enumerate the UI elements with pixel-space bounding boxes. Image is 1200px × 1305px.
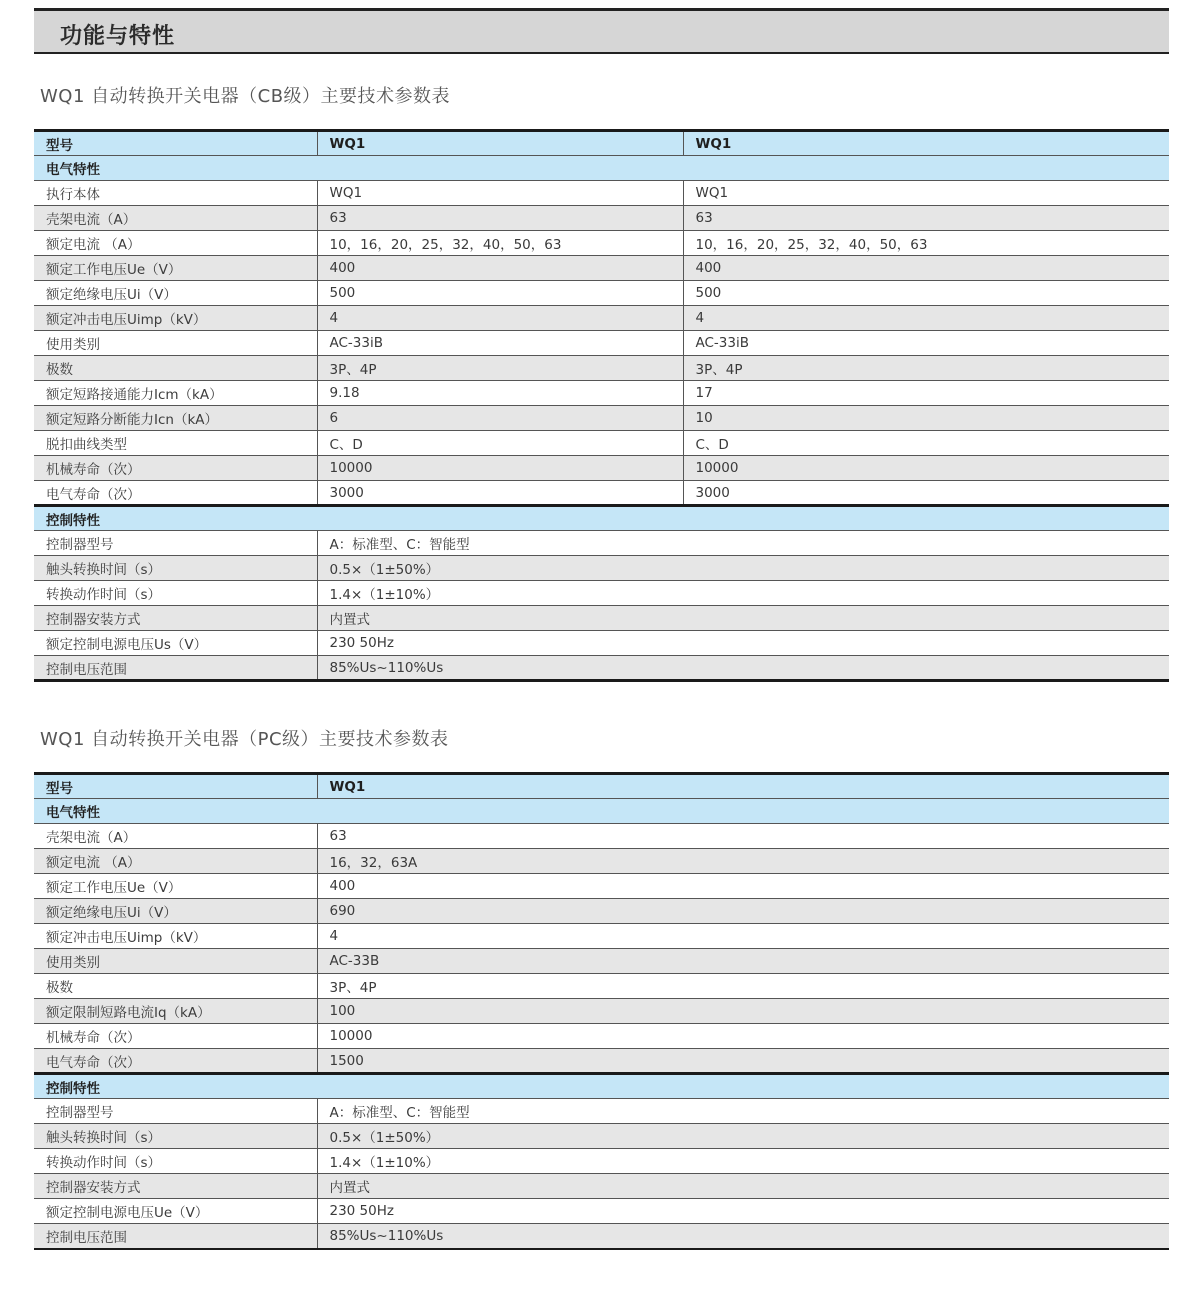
row-label: 额定控制电源电压Ue（V）: [34, 1199, 317, 1224]
table-header-cell: WQ1: [317, 131, 683, 156]
row-value: 3000: [317, 481, 683, 506]
row-label: 极数: [34, 356, 317, 381]
row-label: 控制器安装方式: [34, 606, 317, 631]
row-label: 额定短路接通能力Icm（kA）: [34, 381, 317, 406]
row-label: 转换动作时间（s）: [34, 581, 317, 606]
row-value: 85%Us~110%Us: [317, 656, 1169, 681]
row-label: 控制器型号: [34, 1099, 317, 1124]
row-label: 控制电压范围: [34, 1224, 317, 1249]
row-label: 控制器安装方式: [34, 1174, 317, 1199]
row-value: WQ1: [317, 181, 683, 206]
row-value: C、D: [683, 431, 1169, 456]
cb-table-caption: WQ1 自动转换开关电器（CB级）主要技术参数表: [40, 86, 451, 107]
table-header-row: [34, 774, 1169, 799]
row-label: 电气寿命（次）: [34, 481, 317, 506]
table-row: [34, 381, 1169, 406]
table-row: [34, 431, 1169, 456]
table-row: [34, 974, 1169, 999]
table-header-cell: 型号: [34, 131, 317, 156]
table-row: [34, 606, 1169, 631]
table-row: [34, 256, 1169, 281]
row-value: 内置式: [317, 606, 1169, 631]
table-header-row: [34, 131, 1169, 156]
row-label: 额定冲击电压Uimp（kV）: [34, 306, 317, 331]
row-label: 额定电流 （A）: [34, 849, 317, 874]
table-row: [34, 1099, 1169, 1124]
row-label: 触头转换时间（s）: [34, 556, 317, 581]
table-row: [34, 456, 1169, 481]
row-label: 使用类别: [34, 331, 317, 356]
table-row: [34, 356, 1169, 381]
table-row: [34, 1199, 1169, 1224]
table-row: [34, 181, 1169, 206]
row-value: 4: [317, 924, 1169, 949]
table-row: [34, 999, 1169, 1024]
row-label: 转换动作时间（s）: [34, 1149, 317, 1174]
row-label: 额定冲击电压Uimp（kV）: [34, 924, 317, 949]
row-value: 400: [683, 256, 1169, 281]
table-row: [34, 231, 1169, 256]
row-value: 4: [683, 306, 1169, 331]
row-value: 16，32，63A: [317, 849, 1169, 874]
row-value: 10000: [317, 456, 683, 481]
row-value: 9.18: [317, 381, 683, 406]
row-value: 0.5×（1±50%）: [317, 556, 1169, 581]
row-value: 690: [317, 899, 1169, 924]
table-row: [34, 206, 1169, 231]
group-label: 控制特性: [34, 506, 1169, 531]
row-label: 额定限制短路电流Iq（kA）: [34, 999, 317, 1024]
table-row: [34, 481, 1169, 506]
row-label: 电气寿命（次）: [34, 1049, 317, 1074]
row-label: 额定短路分断能力Icn（kA）: [34, 406, 317, 431]
table-row: [34, 1049, 1169, 1074]
table-row: [34, 1224, 1169, 1249]
row-label: 机械寿命（次）: [34, 1024, 317, 1049]
row-value: 63: [317, 206, 683, 231]
row-value: A：标准型、C：智能型: [317, 1099, 1169, 1124]
row-label: 额定工作电压Ue（V）: [34, 874, 317, 899]
row-value: 10: [683, 406, 1169, 431]
table-header-cell: 型号: [34, 774, 317, 799]
row-value: 500: [317, 281, 683, 306]
pc-table-caption: WQ1 自动转换开关电器（PC级）主要技术参数表: [40, 729, 449, 750]
row-value: 10，16，20，25，32，40，50，63: [317, 231, 683, 256]
table-row: [34, 1174, 1169, 1199]
table-row: [34, 849, 1169, 874]
row-value: AC-33iB: [683, 331, 1169, 356]
table-header-cell: WQ1: [317, 774, 1169, 799]
table-row: [34, 556, 1169, 581]
table-row: [34, 924, 1169, 949]
row-value: 10，16，20，25，32，40，50，63: [683, 231, 1169, 256]
row-label: 壳架电流（A）: [34, 206, 317, 231]
row-label: 壳架电流（A）: [34, 824, 317, 849]
row-label: 额定绝缘电压Ui（V）: [34, 281, 317, 306]
row-value: A：标准型、C：智能型: [317, 531, 1169, 556]
group-label: 电气特性: [34, 156, 1169, 181]
row-label: 执行本体: [34, 181, 317, 206]
table-row: [34, 631, 1169, 656]
row-label: 额定电流 （A）: [34, 231, 317, 256]
table-row: [34, 899, 1169, 924]
row-value: 10000: [317, 1024, 1169, 1049]
row-value: 1.4×（1±10%）: [317, 581, 1169, 606]
row-value: 85%Us~110%Us: [317, 1224, 1169, 1249]
section-title: 功能与特性: [60, 24, 176, 49]
group-label: 电气特性: [34, 799, 1169, 824]
row-value: 400: [317, 874, 1169, 899]
row-value: AC-33B: [317, 949, 1169, 974]
table-header-cell: WQ1: [683, 131, 1169, 156]
row-value: 500: [683, 281, 1169, 306]
row-value: 230 50Hz: [317, 1199, 1169, 1224]
row-label: 极数: [34, 974, 317, 999]
row-label: 额定绝缘电压Ui（V）: [34, 899, 317, 924]
row-value: WQ1: [683, 181, 1169, 206]
row-value: 3000: [683, 481, 1169, 506]
row-label: 触头转换时间（s）: [34, 1124, 317, 1149]
row-value: 10000: [683, 456, 1169, 481]
table-row: [34, 656, 1169, 681]
row-value: 0.5×（1±50%）: [317, 1124, 1169, 1149]
table-row: [34, 1149, 1169, 1174]
row-value: 内置式: [317, 1174, 1169, 1199]
table-row: [34, 949, 1169, 974]
table-row: [34, 331, 1169, 356]
row-value: 3P、4P: [317, 974, 1169, 999]
row-label: 脱扣曲线类型: [34, 431, 317, 456]
table-row: [34, 1024, 1169, 1049]
group-row-electrical: [34, 156, 1169, 181]
row-value: 230 50Hz: [317, 631, 1169, 656]
row-value: 4: [317, 306, 683, 331]
row-value: C、D: [317, 431, 683, 456]
row-value: 6: [317, 406, 683, 431]
group-row-control: [34, 1074, 1169, 1099]
table-row: [34, 1124, 1169, 1149]
table-row: [34, 306, 1169, 331]
table-row: [34, 281, 1169, 306]
row-value: 17: [683, 381, 1169, 406]
row-label: 使用类别: [34, 949, 317, 974]
table-row: [34, 824, 1169, 849]
cb-spec-table: [34, 129, 1169, 682]
table-row: [34, 406, 1169, 431]
row-label: 控制电压范围: [34, 656, 317, 681]
row-value: 3P、4P: [317, 356, 683, 381]
group-label: 控制特性: [34, 1074, 1169, 1099]
group-row-electrical: [34, 799, 1169, 824]
row-value: 63: [317, 824, 1169, 849]
row-value: 400: [317, 256, 683, 281]
row-value: 3P、4P: [683, 356, 1169, 381]
row-label: 额定控制电源电压Us（V）: [34, 631, 317, 656]
row-value: 63: [683, 206, 1169, 231]
pc-spec-table: [34, 772, 1169, 1250]
row-value: 1.4×（1±10%）: [317, 1149, 1169, 1174]
row-label: 控制器型号: [34, 531, 317, 556]
row-value: 1500: [317, 1049, 1169, 1074]
row-label: 额定工作电压Ue（V）: [34, 256, 317, 281]
row-value: AC-33iB: [317, 331, 683, 356]
table-row: [34, 874, 1169, 899]
group-row-control: [34, 506, 1169, 531]
row-label: 机械寿命（次）: [34, 456, 317, 481]
row-value: 100: [317, 999, 1169, 1024]
table-row: [34, 531, 1169, 556]
table-row: [34, 581, 1169, 606]
section-header: [34, 8, 1169, 54]
